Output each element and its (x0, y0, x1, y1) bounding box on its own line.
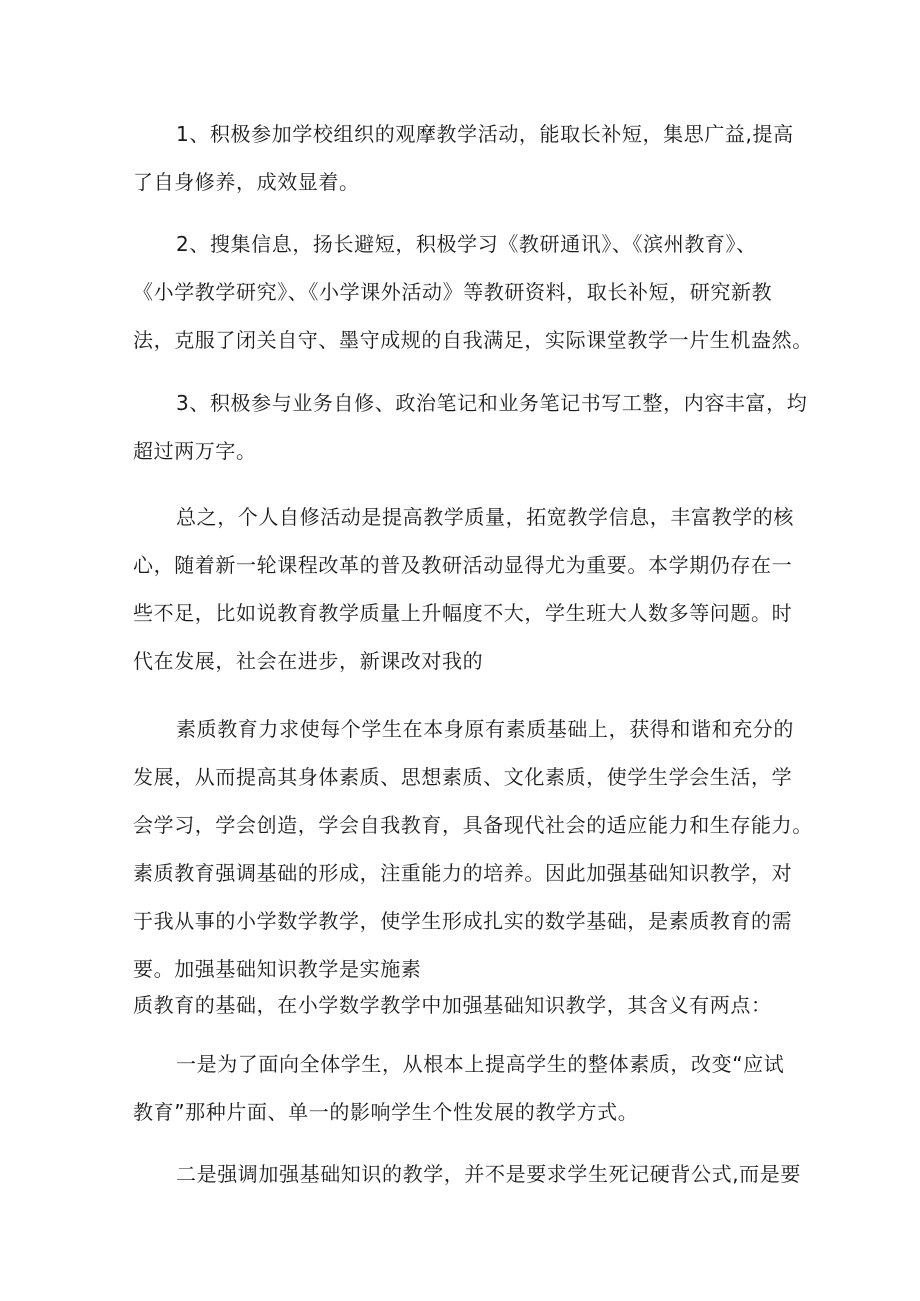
text-line: 发展，从而提高其身体素质、思想素质、文化素质，使学生学会生活，学 (133, 765, 793, 789)
text-line: 一是为了面向全体学生，从根本上提高学生的整体素质，改变“应试 (176, 1052, 785, 1076)
paragraph-8 (133, 1150, 801, 1198)
paragraph-7 (133, 1040, 798, 1136)
text-line: 了自身修养，成效显着。 (133, 170, 360, 194)
text-line: 教育”那种片面、单一的影响学生个性发展的教学方式。 (133, 1100, 639, 1124)
paragraph-3 (133, 379, 808, 475)
text-line: 1、积极参加学校组织的观摩教学活动，能取长补短，集思广益,提高 (176, 122, 794, 146)
text-line: 2、搜集信息，扬长避短，积极学习《教研通讯》、《滨州教育》、 (176, 232, 757, 256)
text-line: 《小学教学研究》、《小学课外活动》等教研资料，取长补短，研究新教 (133, 280, 773, 304)
paragraph-2 (133, 220, 813, 364)
text-line: 超过两万字。 (133, 439, 257, 463)
text-line: 些不足，比如说教育教学质量上升幅度不大，学生班大人数多等问题。时 (133, 601, 793, 625)
paragraph-4 (133, 493, 798, 685)
paragraph-6 (133, 981, 798, 1029)
text-line: 会学习，学会创造，学会自我教育，具备现代社会的适应能力和生存能力。 (133, 813, 813, 837)
paragraph-5 (133, 705, 813, 993)
text-line: 总之，个人自修活动是提高教学质量，拓宽教学信息，丰富教学的核 (176, 505, 794, 529)
text-line: 于我从事的小学数学教学，使学生形成扎实的数学基础，是素质教育的需 (133, 909, 793, 933)
text-line: 心，随着新一轮课程改革的普及教研活动显得尤为重要。本学期仍存在一 (133, 553, 793, 577)
text-line: 素质教育强调基础的形成，注重能力的培养。因此加强基础知识教学，对 (133, 861, 793, 885)
paragraph-1 (133, 110, 798, 206)
text-line: 法，克服了闭关自守、墨守成规的自我满足，实际课堂教学一片生机盎然。 (133, 328, 813, 352)
text-line: 3、积极参与业务自修、政治笔记和业务笔记书写工整，内容丰富，均 (176, 391, 808, 415)
text-line: 质教育的基础，在小学数学教学中加强基础知识教学，其含义有两点： (133, 993, 772, 1017)
text-line: 二是强调加强基础知识的教学，并不是要求学生死记硬背公式,而是要 (176, 1162, 801, 1186)
text-line: 要。加强基础知识教学是实施素 (133, 957, 422, 981)
text-line: 素质教育力求使每个学生在本身原有素质基础上，获得和谐和充分的 (176, 717, 794, 741)
text-line: 代在发展，社会在进步，新课改对我的 (133, 649, 484, 673)
